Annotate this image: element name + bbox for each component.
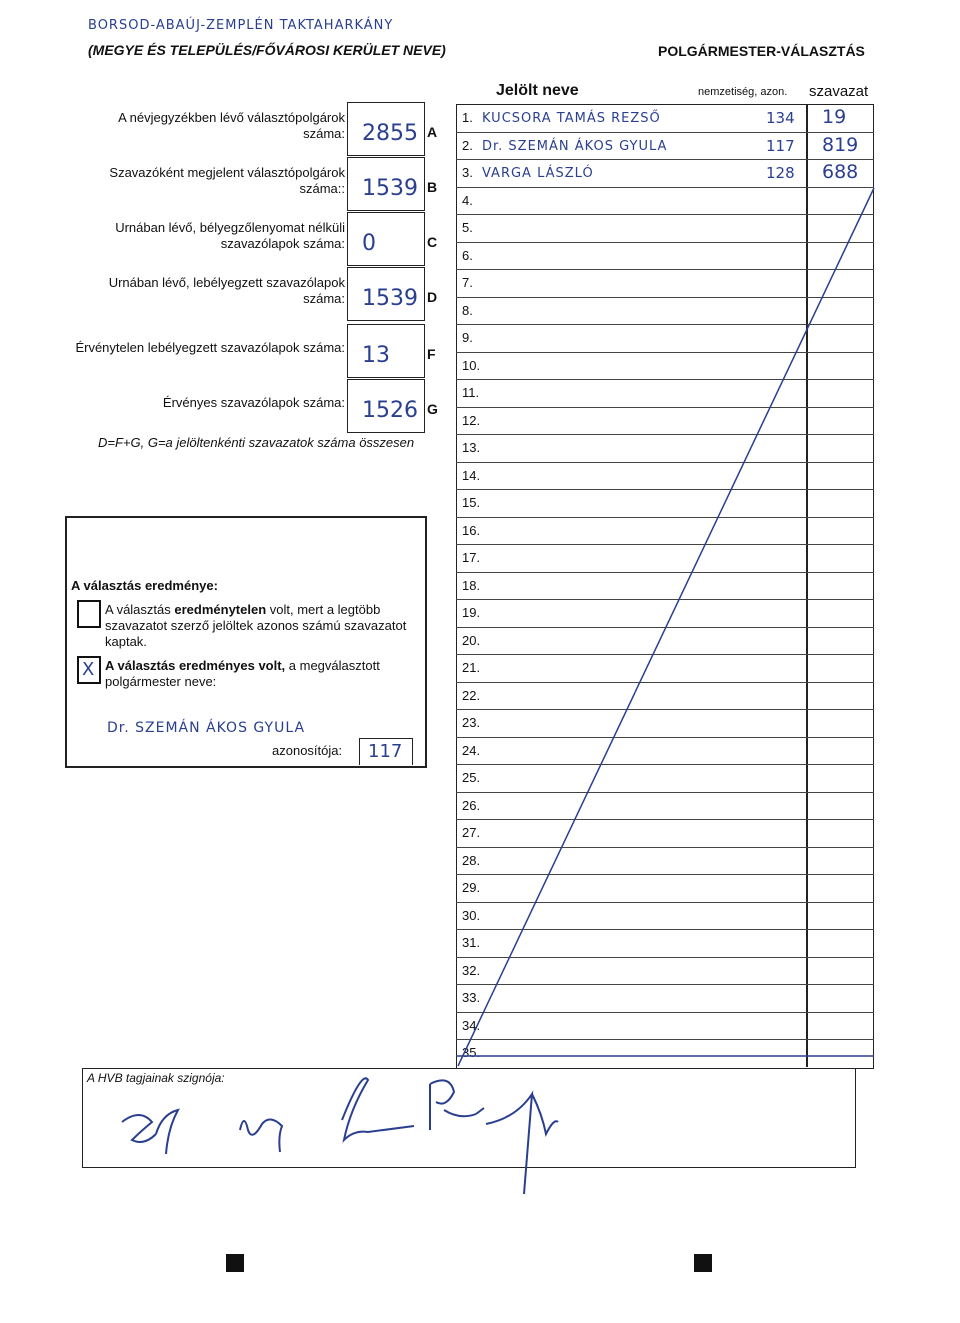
candidate-row-number: 33. [462, 990, 481, 1005]
candidate-row-number: 8. [462, 302, 473, 318]
candidate-row-number: 31. [462, 935, 481, 950]
candidate-row-number: 12. [462, 412, 481, 428]
summary-label-line-2: száma:: [299, 181, 345, 196]
summary-label-line-2: száma: [303, 126, 345, 141]
summary-label-line-1: Érvénytelen lebélyegzett szavazólapok száma: [75, 340, 345, 355]
candidate-row-number: 30. [462, 907, 481, 923]
candidate-row-number: 13. [462, 440, 481, 455]
candidate-name: Dr. SZEMÁN ÁKOS GYULA [482, 138, 668, 154]
summary-letter: B [427, 179, 438, 195]
candidate-row-number: 24. [462, 742, 481, 758]
summary-letter: C [427, 234, 438, 250]
candidate-row-number: 14. [462, 467, 481, 483]
candidate-row-number: 17. [462, 550, 481, 565]
candidate-row-number: 7. [462, 275, 473, 290]
summary-value: 1539 [362, 176, 418, 201]
candidate-row-number: 6. [462, 247, 473, 263]
candidate-id-header: nemzetiség, azon. [698, 86, 788, 98]
candidate-row-number: 26. [462, 797, 481, 813]
signature-label: A HVB tagjainak szignója: [87, 1071, 225, 1085]
summary-value: 0 [362, 231, 376, 256]
candidate-votes: 19 [822, 106, 847, 128]
candidate-row-number: 10. [462, 357, 481, 373]
candidate-row-number: 29. [462, 880, 481, 895]
candidate-row-number: 20. [462, 632, 481, 648]
candidate-row-number: 15. [462, 495, 481, 510]
summary-label-line-1: Urnában lévő, bélyegzőlenyomat nélküli [115, 220, 345, 235]
signature-3 [342, 1078, 414, 1140]
candidate-id: 117 [766, 136, 795, 155]
candidate-name: VARGA LÁSZLÓ [482, 166, 594, 181]
winner-id-label: azonosítója: [272, 743, 343, 758]
candidate-name: KUCSORA TAMÁS REZSŐ [482, 111, 661, 126]
check-mark-x: X [82, 659, 95, 680]
summary-label-line-1: Érvényes szavazólapok száma: [162, 395, 345, 410]
candidate-row-number: 28. [462, 852, 481, 868]
summary-label-line-2: száma: [303, 291, 345, 306]
valid-result-text: A választás eredményes volt, a megválasztott polgármester neve: [105, 658, 380, 689]
summary-letter: D [427, 289, 438, 305]
candidate-row-number: 21. [462, 660, 481, 675]
summary-value: 13 [362, 343, 390, 368]
candidate-row-number: 25. [462, 770, 481, 785]
candidate-votes-header: szavazat [809, 83, 869, 100]
winner-name: Dr. SZEMÁN ÁKOS GYULA [107, 720, 306, 736]
candidate-row-number: 18. [462, 577, 481, 593]
summary-label-line-2: szavazólapok száma: [220, 236, 345, 251]
summary-letter: F [427, 346, 436, 362]
signature-1 [122, 1110, 178, 1154]
candidate-votes: 688 [822, 161, 859, 183]
candidate-id: 134 [766, 109, 795, 127]
formula-note: D=F+G, G=a jelöltenkénti szavazatok száma összesen [98, 435, 415, 450]
summary-value: 1539 [362, 286, 418, 311]
candidate-votes: 819 [822, 133, 859, 156]
candidate-row-number: 2. [462, 137, 473, 153]
candidate-row-number: 11. [462, 385, 480, 400]
winner-id-value: 117 [368, 741, 403, 762]
signature-4 [430, 1080, 484, 1130]
candidate-row-number: 27. [462, 825, 481, 840]
candidate-row-number: 4. [462, 192, 473, 208]
candidate-name-header: Jelölt neve [496, 82, 579, 99]
candidate-row-number: 3. [462, 165, 473, 180]
registration-marker-right [694, 1254, 712, 1272]
summary-label-line-1: Urnában lévő, lebélyegzett szavazólapok [108, 275, 345, 290]
county-label: (MEGYE ÉS TELEPÜLÉS/FŐVÁROSI KERÜLET NEVE) [88, 42, 446, 58]
summary-value: 1526 [362, 398, 418, 423]
candidate-row-number: 16. [462, 522, 481, 538]
summary-value: 2855 [362, 121, 418, 146]
signature-5 [486, 1094, 558, 1194]
result-title: A választás eredménye: [71, 578, 218, 593]
summary-letter: G [427, 401, 438, 417]
candidate-row-number: 9. [462, 330, 473, 345]
candidate-row-number: 1. [462, 110, 473, 125]
registration-marker-left [226, 1254, 244, 1272]
candidate-row-number: 22. [462, 687, 481, 703]
candidate-row-number: 5. [462, 220, 473, 235]
candidate-row-number: 32. [462, 962, 481, 978]
election-title: POLGÁRMESTER-VÁLASZTÁS [658, 43, 865, 59]
summary-label-line-1: Szavazóként megjelent választópolgárok [109, 165, 345, 180]
county-handwritten: BORSOD-ABAÚJ-ZEMPLÉN TAKTAHARKÁNY [88, 18, 394, 33]
signature-2 [240, 1119, 282, 1152]
summary-letter: A [427, 124, 438, 140]
summary-label-line-1: A névjegyzékben lévő választópolgárok [118, 110, 345, 125]
candidate-row-number: 19. [462, 605, 481, 620]
invalid-result-text: A választás eredménytelen volt, mert a legtöbb szavazatot szerző jelöltek azonos számú szavazatot kaptak. [105, 602, 407, 649]
candidate-row-number: 23. [462, 715, 481, 730]
candidate-row-number: 35. [462, 1045, 481, 1060]
candidate-id: 128 [766, 164, 795, 182]
candidate-row-number: 34. [462, 1017, 481, 1033]
